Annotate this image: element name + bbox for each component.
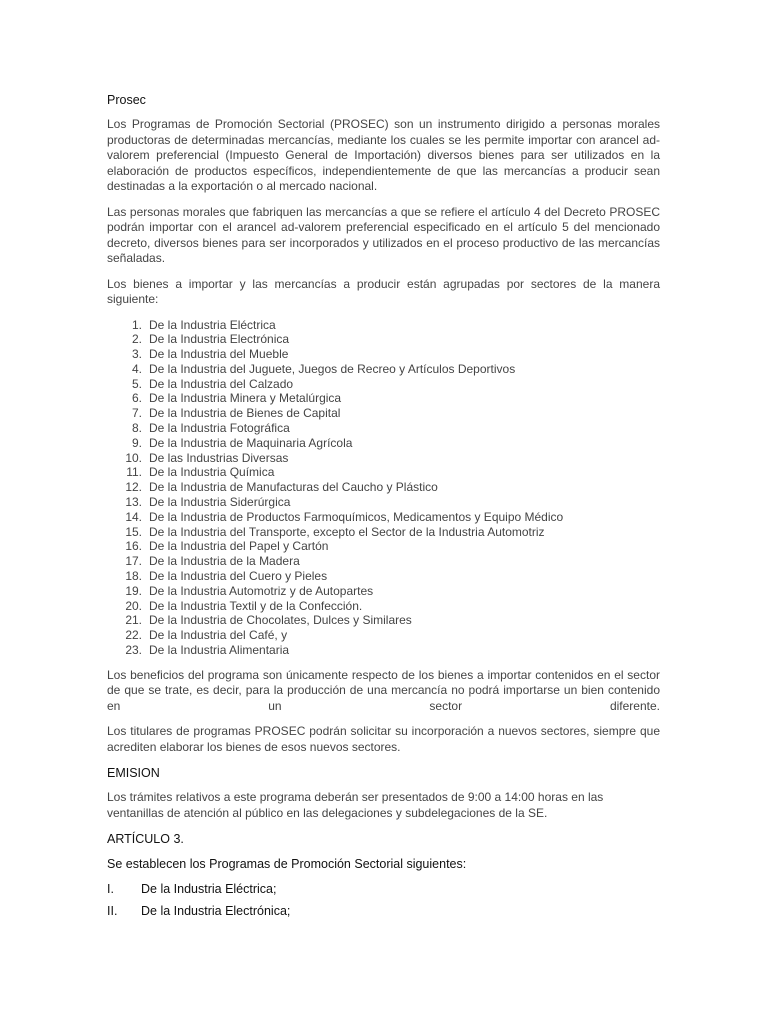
sector-number: 10.	[125, 450, 142, 465]
sector-text: De la Industria Siderúrgica	[149, 495, 291, 510]
sector-list-item	[107, 332, 660, 347]
sector-number: 15.	[125, 524, 142, 539]
sector-text: De la Industria del Cuero y Pieles	[149, 569, 328, 584]
sector-text: De la Industria del Mueble	[149, 347, 289, 362]
sector-number: 14.	[125, 509, 142, 524]
sector-number: 17.	[125, 554, 142, 569]
sector-list-item	[107, 377, 660, 392]
sector-list-item	[107, 451, 660, 466]
sector-text: De las Industrias Diversas	[149, 450, 289, 465]
articulo-item-number: II.	[107, 904, 118, 919]
sector-text: De la Industria del Calzado	[149, 376, 294, 391]
sector-list-item	[107, 465, 660, 480]
sector-text: De la Industria Alimentaria	[149, 643, 290, 658]
sector-text: De la Industria Automotriz y de Autopartes	[149, 583, 374, 598]
sector-list-item	[107, 599, 660, 614]
emision-heading: EMISION	[107, 766, 160, 781]
sector-text: De la Industria de Productos Farmoquímicos, Medicamentos y Equipo Médico	[149, 509, 564, 524]
titulares-paragraph: Los titulares de programas PROSEC podrán solicitar su incorporación a nuevos sectores, siempre que acrediten elaborar los bienes de esos nuevos sectores.	[107, 724, 660, 754]
sector-text: De la Industria del Juguete, Juegos de Recreo y Artículos Deportivos	[149, 361, 516, 376]
sector-list-item	[107, 510, 660, 525]
sector-text: De la Industria Fotográfica	[149, 421, 290, 436]
sector-text: De la Industria Minera y Metalúrgica	[149, 391, 342, 406]
sector-list-item	[107, 421, 660, 436]
sector-list-item	[107, 643, 660, 658]
articulo-item-number: I.	[107, 882, 114, 897]
sector-number: 23.	[125, 643, 142, 658]
sector-list-item	[107, 628, 660, 643]
articulo-heading: ARTÍCULO 3.	[107, 832, 184, 847]
personas-morales-paragraph: Las personas morales que fabriquen las mercancías a que se refiere el artículo 4 del Decreto PROSEC podrán importar con el arancel ad-valorem preferencial especificado en el artículo 5 del mencionado decreto, diversos bienes para ser incorporados y utilizados en el proceso productivo de las mercancías señaladas.	[107, 204, 660, 265]
sector-number: 12.	[125, 480, 142, 495]
sector-text: De la Industria Textil y de la Confección.	[149, 598, 363, 613]
articulo-item-text: De la Industria Electrónica;	[141, 904, 291, 919]
sector-number: 21.	[125, 613, 142, 628]
sector-list-item	[107, 436, 660, 451]
sector-text: De la Industria de Bienes de Capital	[149, 406, 341, 421]
sector-text: De la Industria de Manufacturas del Caucho y Plástico	[149, 480, 438, 495]
sector-text: De la Industria del Transporte, excepto el Sector de la Industria Automotriz	[149, 524, 545, 539]
sector-list-item	[107, 569, 660, 584]
sectors-list	[107, 318, 660, 658]
articulo-item	[107, 881, 660, 897]
sector-list-item	[107, 391, 660, 406]
document-title: Prosec	[107, 93, 146, 107]
sector-number: 13.	[125, 495, 142, 510]
sector-number: 3.	[131, 347, 142, 362]
sector-text: De la Industria Química	[149, 465, 275, 480]
sector-number: 11.	[126, 465, 142, 480]
beneficios-paragraph: Los beneficios del programa son únicamente respecto de los bienes a importar contenidos en el sector de que se trate, es decir, para la producción de una mercancía no podrá importarse un bien contenido en un sector diferente.	[107, 667, 660, 713]
bienes-paragraph: Los bienes a importar y las mercancías a producir están agrupadas por sectores de la manera siguiente:	[107, 276, 660, 306]
tramites-paragraph: Los trámites relativos a este programa deberán ser presentados de 9:00 a 14:00 horas en las ventanillas de atención al público en las delegaciones y subdelegaciones de la SE.	[107, 790, 604, 820]
sector-number: 9.	[131, 435, 142, 450]
sector-number: 18.	[125, 569, 142, 584]
sector-list-item	[107, 613, 660, 628]
sector-list-item	[107, 480, 660, 495]
sector-list-item	[107, 525, 660, 540]
sector-text: De la Industria de Chocolates, Dulces y Similares	[149, 613, 412, 628]
sector-number: 22.	[125, 628, 142, 643]
sector-text: De la Industria Electrónica	[149, 332, 290, 347]
sector-number: 2.	[131, 332, 142, 347]
sector-number: 7.	[131, 406, 142, 421]
sector-number: 5.	[131, 376, 142, 391]
articulo-item	[107, 903, 660, 919]
intro-paragraph: Los Programas de Promoción Sectorial (PROSEC) son un instrumento dirigido a personas morales productoras de determinadas mercancías, mediante los cuales se les permite importar con arancel ad-valorem preferencial (Impuesto General de Importación) diversos bienes para ser utilizados en la elaboración de productos específicos, independientemente de que las mercancías a producir sean destinadas a la exportación o al mercado nacional.	[107, 117, 660, 193]
sector-list-item	[107, 539, 660, 554]
sector-text: De la Industria del Café, y	[149, 628, 288, 643]
sector-text: De la Industria del Papel y Cartón	[149, 539, 329, 554]
sector-number: 19.	[125, 583, 142, 598]
articulo-item-text: De la Industria Eléctrica;	[141, 882, 277, 897]
sector-list-item	[107, 362, 660, 377]
document-page	[107, 92, 660, 925]
sector-number: 16.	[125, 539, 142, 554]
sector-number: 8.	[131, 421, 142, 436]
sector-number: 4.	[131, 361, 142, 376]
sector-text: De la Industria de la Madera	[149, 554, 300, 569]
sector-text: De la Industria de Maquinaria Agrícola	[149, 435, 353, 450]
sector-text: De la Industria Eléctrica	[149, 317, 276, 332]
sector-list-item	[107, 406, 660, 421]
sector-list-item	[107, 347, 660, 362]
sector-list-item	[107, 318, 660, 333]
sector-number: 6.	[131, 391, 142, 406]
sector-number: 1.	[131, 317, 142, 332]
sector-list-item	[107, 554, 660, 569]
sector-list-item	[107, 495, 660, 510]
sector-number: 20.	[125, 598, 142, 613]
articulo-intro: Se establecen los Programas de Promoción Sectorial siguientes:	[107, 857, 467, 872]
sector-list-item	[107, 584, 660, 599]
